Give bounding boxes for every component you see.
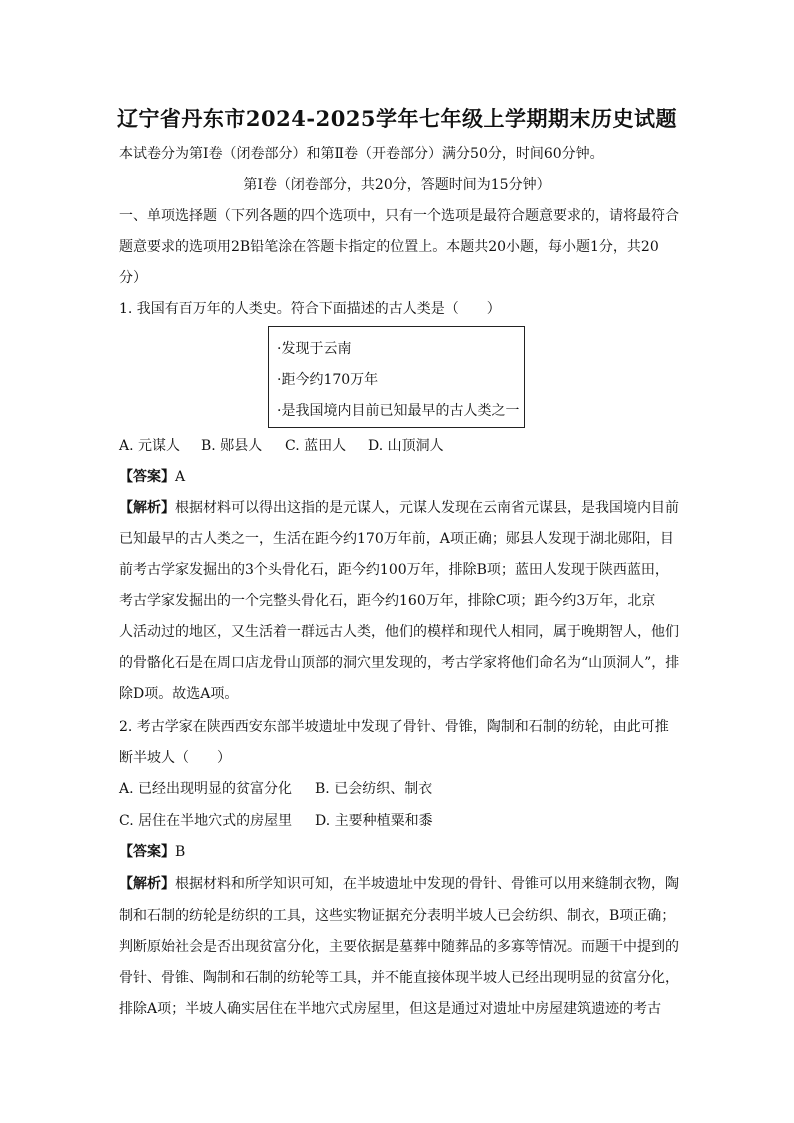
q2-analysis-line: 排除A项；半坡人确实居住在半地穴式房屋里，但这是通过对遗址中房屋建筑遗迹的考古 <box>119 1001 662 1017</box>
q1-material-box <box>268 326 525 428</box>
q1-analysis-line: 的骨骼化石是在周口店龙骨山顶部的洞穴里发现的，考古学家将他们命名为“山顶洞人”，排 <box>119 655 680 671</box>
page-title: 辽宁省丹东市2024-2025学年七年级上学期期末历史试题 <box>116 106 678 131</box>
q2-analysis-line <box>119 869 679 900</box>
q1-answer <box>119 462 679 493</box>
q2-option-a: A. 已经出现明显的贫富分化 <box>119 781 293 797</box>
q1-analysis-line <box>119 493 679 524</box>
answer-label: 【答案】 <box>119 844 175 860</box>
q2-answer <box>119 837 679 868</box>
q1-analysis-line: 考古学家发掘出的一个完整头骨化石，距今约160万年，排除C项；距今约3万年，北京 <box>119 593 656 609</box>
q1-option-a: A. 元谋人 <box>119 438 181 454</box>
q2-stem-line: 断半坡人（ ） <box>119 750 231 766</box>
q2-options-row <box>119 774 679 805</box>
q2-option-b: B. 已会纺织、制衣 <box>315 781 433 797</box>
q2-option-c: C. 居住在半地穴式的房屋里 <box>119 813 293 829</box>
section-header: 第Ⅰ卷（闭卷部分，共20分，答题时间为15分钟） <box>243 177 551 193</box>
analysis-text: 根据材料和所学知识可知，在半坡遗址中发现的骨针、骨锥可以用来缝制衣物，陶 <box>175 876 679 892</box>
q1-analysis-line: 除D项。故选A项。 <box>119 686 239 702</box>
q1-option-b: B. 郧县人 <box>201 438 263 454</box>
answer-label: 【答案】 <box>119 469 175 485</box>
analysis-label: 【解析】 <box>119 500 175 516</box>
q1-analysis-line: 前考古学家发掘出的3个头骨化石，距今约100万年，排除B项；蓝田人发现于陕西蓝田， <box>119 562 669 578</box>
q1-stem: 1. 我国有百万年的人类史。符合下面描述的古人类是（ ） <box>119 301 501 317</box>
q1-box-line: ·距今约170万年 <box>277 372 379 388</box>
intro-text: 本试卷分为第Ⅰ卷（闭卷部分）和第Ⅱ卷（开卷部分）满分50分，时间60分钟。 <box>119 146 604 162</box>
q2-analysis-line: 骨针、骨锥、陶制和石制的纺轮等工具，并不能直接体现半坡人已经出现明显的贫富分化， <box>119 970 679 986</box>
part-title-line: 题意要求的选项用2B铅笔涂在答题卡指定的位置上。本题共20小题，每小题1分，共20 <box>119 239 659 255</box>
q1-analysis-line: 已知最早的古人类之一，生活在距今约170万年前，A项正确；郧县人发现于湖北郧阳，目 <box>119 531 674 547</box>
q2-option-d: D. 主要种植粟和黍 <box>315 813 433 829</box>
analysis-label: 【解析】 <box>119 876 175 892</box>
q1-analysis-line: 人活动过的地区，又生活着一群远古人类，他们的模样和现代人相同，属于晚期智人，他们 <box>119 624 679 640</box>
part-title-line: 一、单项选择题（下列各题的四个选项中，只有一个选项是最符合题意要求的，请将最符合 <box>119 208 679 224</box>
part-title-line: 分） <box>119 270 147 286</box>
q1-options <box>119 431 679 462</box>
q2-stem-line: 2. 考古学家在陕西西安东部半坡遗址中发现了骨针、骨锥，陶制和石制的纺轮，由此可推 <box>119 719 669 735</box>
q2-analysis-line: 判断原始社会是否出现贫富分化，主要依据是墓葬中随葬品的多寡等情况。而题干中提到的 <box>119 939 679 955</box>
q2-options-row <box>119 806 679 837</box>
q1-option-d: D. 山顶洞人 <box>368 438 444 454</box>
q1-box-line: ·是我国境内目前已知最早的古人类之一 <box>277 403 520 419</box>
answer-value: A <box>175 469 186 485</box>
answer-value: B <box>175 844 186 860</box>
q1-option-c: C. 蓝田人 <box>285 438 347 454</box>
q2-analysis-line: 制和石制的纺轮是纺织的工具，这些实物证据充分表明半坡人已会纺织、制衣，B项正确； <box>119 908 676 924</box>
analysis-text: 根据材料可以得出这指的是元谋人，元谋人发现在云南省元谋县，是我国境内目前 <box>175 500 679 516</box>
q1-box-line: ·发现于云南 <box>277 341 352 357</box>
